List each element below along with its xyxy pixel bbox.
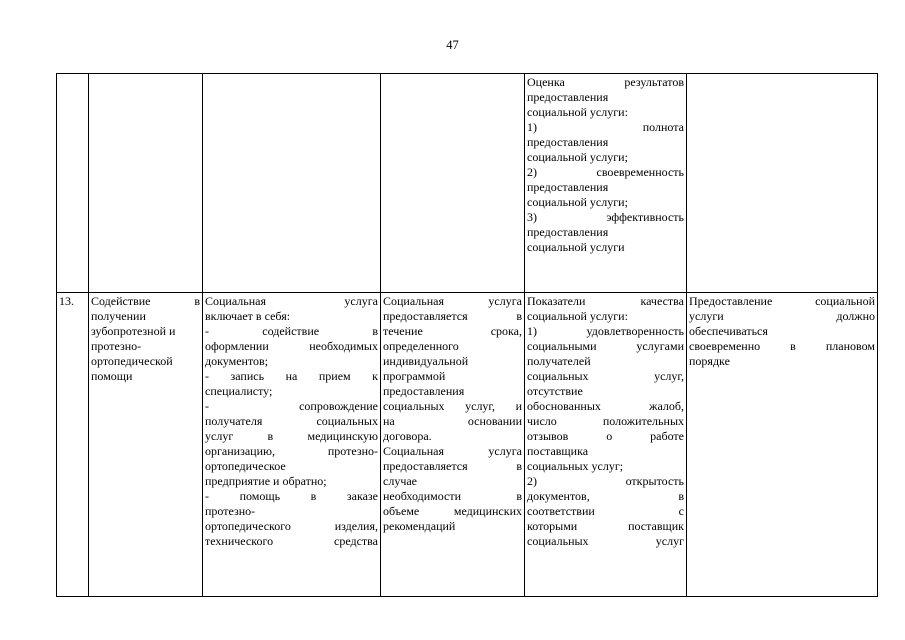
text-line: ортопедической xyxy=(91,354,173,368)
cell-terms-empty xyxy=(381,74,525,293)
cell-number-empty xyxy=(57,74,89,293)
text-line: индивидуальной xyxy=(383,354,469,368)
text-line: обоснованных жалоб, xyxy=(527,399,684,413)
text-line: - сопровождение xyxy=(205,399,378,413)
text-line: ортопедическое xyxy=(205,459,286,473)
text-line: Содействие в xyxy=(91,294,200,308)
cell-service-description xyxy=(203,293,381,597)
text-line: социальных услуг; xyxy=(527,459,624,473)
page-number: 47 xyxy=(446,38,459,52)
text-line: документов; xyxy=(205,354,269,368)
text-line: порядке xyxy=(689,354,730,368)
text-line: 3) эффективность xyxy=(527,210,684,224)
text-line: получателя социальных xyxy=(205,414,378,428)
text-line: программой xyxy=(383,369,446,383)
text-line: технического средства xyxy=(205,534,378,548)
services-table xyxy=(56,73,878,597)
text-line: Предоставление социальной xyxy=(689,294,875,308)
text-line: предоставления xyxy=(383,384,465,398)
text-line: социальных услуг, xyxy=(527,369,684,383)
row-number: 13. xyxy=(59,294,74,308)
text-line: документов, в xyxy=(527,489,684,503)
text-line: социальной услуги xyxy=(527,240,625,254)
text-line: зубопротезной и xyxy=(91,324,176,338)
text-line: социальных услуг, и xyxy=(383,399,522,413)
text-line: предоставления xyxy=(527,90,609,104)
cell-service-conditions xyxy=(687,293,878,597)
text-line: предоставляется в xyxy=(383,459,522,473)
cell-name-empty xyxy=(89,74,203,293)
cell-conditions-empty xyxy=(687,74,878,293)
text-line: Показатели качества xyxy=(527,294,684,308)
text-line: поставщика xyxy=(527,444,589,458)
cell-number xyxy=(57,293,89,597)
cell-description-empty xyxy=(203,74,381,293)
text-line: социальной услуги; xyxy=(527,150,628,164)
text-line: помощи xyxy=(91,369,133,383)
text-line: специалисту; xyxy=(205,384,273,398)
text-line: предоставления xyxy=(527,180,609,194)
text-line: оформлении необходимых xyxy=(205,339,378,353)
text-line: на основании xyxy=(383,414,522,428)
text-line: протезно- xyxy=(91,339,142,353)
text-line: 1) удовлетворенность xyxy=(527,324,684,338)
text-line: - запись на прием к xyxy=(205,369,378,383)
text-line: социальной услуги: xyxy=(527,309,628,323)
text-line: 2) своевременность xyxy=(527,165,684,179)
text-line: своевременно в плановом xyxy=(689,339,875,353)
text-line: которыми поставщик xyxy=(527,519,684,533)
text-line: 2) открытость xyxy=(527,474,684,488)
text-line: соответствии с xyxy=(527,504,684,518)
text-line: организацию, протезно- xyxy=(205,444,378,458)
cell-service-name xyxy=(89,293,203,597)
text-line: получении xyxy=(91,309,146,323)
text-line: рекомендаций xyxy=(383,519,456,533)
text-line: предоставляется в xyxy=(383,309,522,323)
text-line: услуг в медицинскую xyxy=(205,429,378,443)
text-line: Социальная услуга xyxy=(383,444,522,458)
text-line: Оценка результатов xyxy=(527,75,684,89)
text-line: отсутствие xyxy=(527,384,583,398)
text-line: отзывов о работе xyxy=(527,429,684,443)
text-line: услуги должно xyxy=(689,309,875,323)
text-line: социальной услуги; xyxy=(527,195,628,209)
cell-quality-indicators xyxy=(525,293,687,597)
text-line: договора. xyxy=(383,429,432,443)
text-line: - помощь в заказе xyxy=(205,489,378,503)
cell-service-terms xyxy=(381,293,525,597)
text-line: обеспечиваться xyxy=(689,324,768,338)
text-line: социальных услуг xyxy=(527,534,684,548)
text-line: предоставления xyxy=(527,225,609,239)
text-line: необходимости в xyxy=(383,489,522,503)
text-line: число положительных xyxy=(527,414,684,428)
text-line: ортопедического изделия, xyxy=(205,519,378,533)
text-line: случае xyxy=(383,474,418,488)
text-line: определенного xyxy=(383,339,459,353)
table-row-continuation xyxy=(57,74,878,293)
text-line: социальной услуги: xyxy=(527,105,628,119)
text-line: - содействие в xyxy=(205,324,378,338)
cell-quality-evaluation xyxy=(525,74,687,293)
text-line: социальными услугами xyxy=(527,339,684,353)
text-line: протезно- xyxy=(205,504,256,518)
text-line: предприятие и обратно; xyxy=(205,474,327,488)
text-line: включает в себя: xyxy=(205,309,291,323)
text-line: Социальная услуга xyxy=(383,294,522,308)
text-line: 1) полнота xyxy=(527,120,684,134)
text-line: течение срока, xyxy=(383,324,522,338)
text-line: предоставления xyxy=(527,135,609,149)
table-row-13 xyxy=(57,293,878,597)
text-line: Социальная услуга xyxy=(205,294,378,308)
text-line: получателей xyxy=(527,354,591,368)
text-line: объеме медицинских xyxy=(383,504,522,518)
